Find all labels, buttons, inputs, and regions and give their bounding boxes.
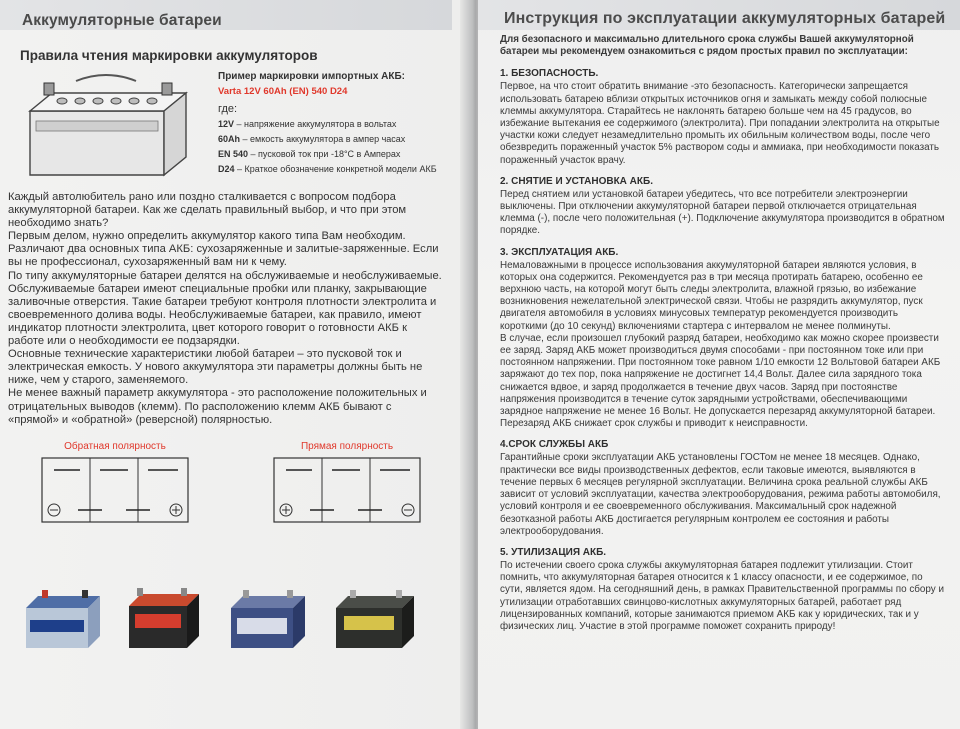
marking-item: D24 – Краткое обозначение конкретной модели АКБ bbox=[218, 164, 437, 174]
paragraph: Немаловажными в процессе использования аккумуляторной батареи являются условия, в которых она содержится. Рекомендуется раз в три месяца протирать батарею, особенно ее верхнюю часть, на которой могут быть следы электролита, влажной грязью, во избежание возникновения нежелательной электрической связи. Чтобы не разрядить аккумулятор, пуск двигателя автомобиля в условиях минусовых температур рекомендуется производить короткими (до 10 секунд) включениями стартера с интервалом не менее полминуты. bbox=[500, 259, 923, 332]
direct-polarity-diagram-icon bbox=[272, 454, 422, 526]
left-page bbox=[0, 0, 470, 729]
paragraph: В случае, если произошел глубокий разряд батареи, необходимо как можно скорее произвести ее заряд. Заряд АКБ может производиться двумя способами - при постоянном токе или при постоянном напряжении. При постоянном токе равном 1/10 емкости 12 Вольтовой батареи АКБ заряжают до тех пор, пока напряжение не достигнет 14,4 Вольт. Далее сила зарядного тока снижается вдвое, и заряд продолжается в течение двух часов. Заряд при постоянстве напряжения производится в течение суток зарядными устройствами, обеспечивающими зарядное напряжение не менее 16 Вольт. Не допускается перезаряд аккумуляторной батареи. Перезаряд АКБ снижает срок службы и приводит к неисправности. bbox=[500, 332, 941, 430]
marking-block bbox=[8, 71, 444, 183]
polarity-diagrams bbox=[8, 441, 444, 526]
section-heading: 2. СНЯТИЕ И УСТАНОВКА АКБ. bbox=[500, 175, 653, 187]
section-heading: 4.СРОК СЛУЖБЫ АКБ bbox=[500, 439, 609, 451]
paragraph: По типу аккумуляторные батареи делятся на обслуживаемые и необслуживаемые. Обслуживаемые батареи имеют специальные пробки или планку, закрывающие заливочные отверстия. Такие батареи требуют контроля плотности электролита и своевременного долива воды. Необслуживаемые батареи, как правило, имеют индикатор плотности электролита, цвет которого говорит о готовности АКБ к работе или о необходимости ее подзарядки. bbox=[8, 269, 442, 348]
paragraph: Первым делом, нужно определить аккумулятор какого типа Вам необходим. Различают два основных типа АКБ: сухозаряженные и залитые-заряженные. Если вы не профессионал, сухозаряженный вам ни к чему. bbox=[8, 230, 439, 269]
product-battery-varta bbox=[227, 586, 309, 652]
section-text bbox=[500, 81, 946, 166]
paragraph: Каждый автолюбитель рано или поздно сталкивается с вопросом подбора аккумуляторной батареи. Как же сделать правильный выбор, и что при этом необходимо знать? bbox=[8, 191, 407, 230]
left-body-text bbox=[8, 191, 444, 427]
battery-drawing-icon bbox=[16, 71, 192, 183]
product-battery-aktex bbox=[332, 586, 418, 652]
marking-item: 60Ah – емкость аккумулятора в ампер часах bbox=[218, 134, 406, 144]
direct-polarity bbox=[272, 441, 422, 526]
reverse-polarity-label: Обратная полярность bbox=[64, 440, 166, 452]
marking-code: Varta 12V 60Ah (EN) 540 D24 bbox=[218, 86, 348, 97]
paragraph: Первое, на что стоит обратить внимание -это безопасность. Категорически запрещается использовать батарею вблизи открытых источников огня и замыкать между собой полюсные клеммы аккумулятора. Старайтесь не наклонять батарею больше чем на 45 градусов, во избежание вытекания ее содержимого (электролита). При попадании электролита на открытые участки кожи следует незамедлительно промыть их обильным количеством воды, после чего обезвредить пораженный участок 5% раствором соды и аммиака, при необходимости показать пораженный участок врачу. bbox=[500, 81, 940, 166]
section-text bbox=[500, 189, 946, 238]
intro-text: Для безопасного и максимально длительного срока службы Вашей аккумуляторной батареи мы рекомендуем ознакомиться с рядом простых правил по эксплуатации: bbox=[500, 34, 914, 58]
section-heading: 5. УТИЛИЗАЦИЯ АКБ. bbox=[500, 546, 607, 558]
battery-products bbox=[8, 586, 444, 652]
product-battery-bosch bbox=[22, 586, 102, 652]
page-title: Аккумуляторные батареи bbox=[22, 12, 222, 29]
marking-item: EN 540 – пусковой ток при -18°С в Амперах bbox=[218, 149, 401, 159]
reverse-polarity-diagram-icon bbox=[40, 454, 190, 526]
section-text bbox=[500, 260, 946, 431]
marking-subtitle: Правила чтения маркировки аккумуляторов bbox=[20, 48, 318, 63]
battery-photo-icon bbox=[22, 586, 102, 652]
battery-photo-icon bbox=[125, 586, 203, 652]
section-heading: 3. ЭКСПЛУАТАЦИЯ АКБ. bbox=[500, 246, 619, 258]
paragraph: Основные технические характеристики любой батареи – это пусковой ток и электрическая емкость. У нового аккумулятора эти параметры должны быть не ниже, чем у старого, заменяемого. bbox=[8, 348, 423, 387]
paragraph: Гарантийные сроки эксплуатации АКБ установлены ГОСТом не менее 18 месяцев. Однако, практически все виды производственных дефектов, если таковые имеются, выявляются в течение первых 6 месяцев регулярной эксплуатации. Величина срока реальной службы АКБ зависит от условий эксплуатации, качества электрооборудования, режима работы автомобиля, условий контроля и ее своевременного обслуживания. Максимальный срок надежной безотказной работы АКБ достигается регулярным контролем ее состояния и работы электрооборудования. bbox=[500, 452, 941, 537]
marking-where: где: bbox=[218, 103, 238, 115]
paragraph: Перед снятием или установкой батареи убедитесь, что все потребители электроэнергии выключены. При отключении аккумуляторной батареи первой отключается отрицательная клемма (-), после чего положительная (+). Подключение аккумулятора производится в обратном порядке. bbox=[500, 188, 945, 237]
section-text bbox=[500, 452, 946, 537]
product-battery-start bbox=[125, 586, 203, 652]
battery-photo-icon bbox=[332, 586, 418, 652]
reverse-polarity bbox=[40, 441, 190, 526]
right-page bbox=[478, 0, 960, 729]
section-heading: 1. БЕЗОПАСНОСТЬ. bbox=[500, 68, 599, 80]
marking-example bbox=[218, 71, 437, 183]
paragraph: Не менее важный параметр аккумулятора - это расположение положительных и отрицательных выводов (клемм). По расположению клемм АКБ бывают с «прямой» и «обратной» (реверсной) полярностью. bbox=[8, 387, 427, 426]
section-text bbox=[500, 560, 946, 633]
instruction-title: Инструкция по эксплуатации аккумуляторных батарей bbox=[504, 10, 946, 27]
paragraph: По истечении своего срока службы аккумуляторная батарея подлежит утилизации. Стоит помнить, что аккумуляторная батарея относится к 1 классу опасности, и ее содержимое, по сути, является ядом. На сегодняшний день, в рамках Правительственной программы по сбору и утилизации отработавших свинцово-кислотных аккумуляторных батарей, работает ряд лицензированных компаний, которые занимаются приемом АКБ как у юридических, так и у физических лиц. Участие в этой программе поможет сохранить природу! bbox=[500, 559, 944, 632]
direct-polarity-label: Прямая полярность bbox=[300, 440, 394, 452]
marking-title: Пример маркировки импортных АКБ: bbox=[218, 71, 406, 82]
marking-item: 12V – напряжение аккумулятора в вольтах bbox=[218, 119, 397, 129]
battery-photo-icon bbox=[227, 586, 309, 652]
